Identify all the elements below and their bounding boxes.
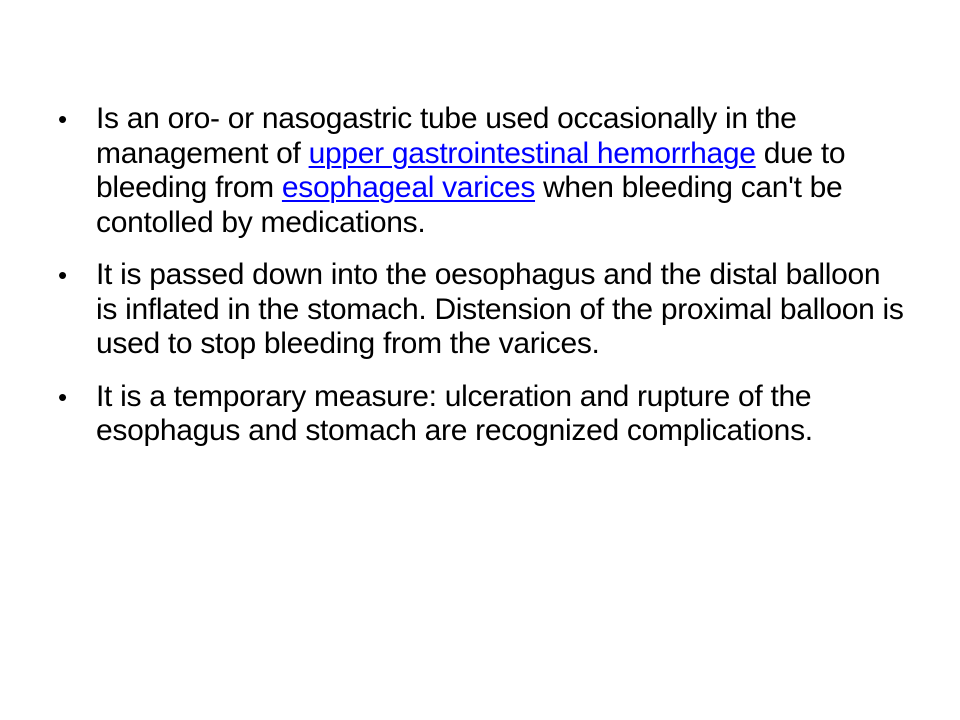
bullet-item-1 [58, 102, 908, 240]
bullet-icon: • [58, 260, 67, 290]
bullet-text-1 [96, 102, 908, 240]
bullet-item-2 [58, 258, 908, 362]
bullet-icon: • [58, 104, 67, 134]
bullet-1-text-part2: due to bleeding from [96, 136, 846, 204]
bullet-text-2: It is passed down into the oesophagus and the distal balloon is inflated in the stomach. Distension of the proximal balloon is used to stop bleeding from the varices. [96, 258, 904, 360]
bullet-item-3 [58, 380, 908, 449]
link-esophageal-varices[interactable]: esophageal varices [281, 171, 536, 204]
bullet-1-text-part1: Is an oro- or nasogastric tube used occasionally in the management of [96, 102, 797, 170]
bullet-list [58, 102, 908, 467]
bullet-icon: • [58, 381, 67, 412]
bullet-1-text-part3: when bleeding can't be contolled by medications. [96, 171, 843, 239]
bullet-text-3: It is a temporary measure: ulceration and rupture of the esophagus and stomach are recognized complications. [96, 379, 813, 447]
link-upper-gastrointestinal-hemorrhage[interactable]: upper gastrointestinal hemorrhage [308, 136, 756, 170]
